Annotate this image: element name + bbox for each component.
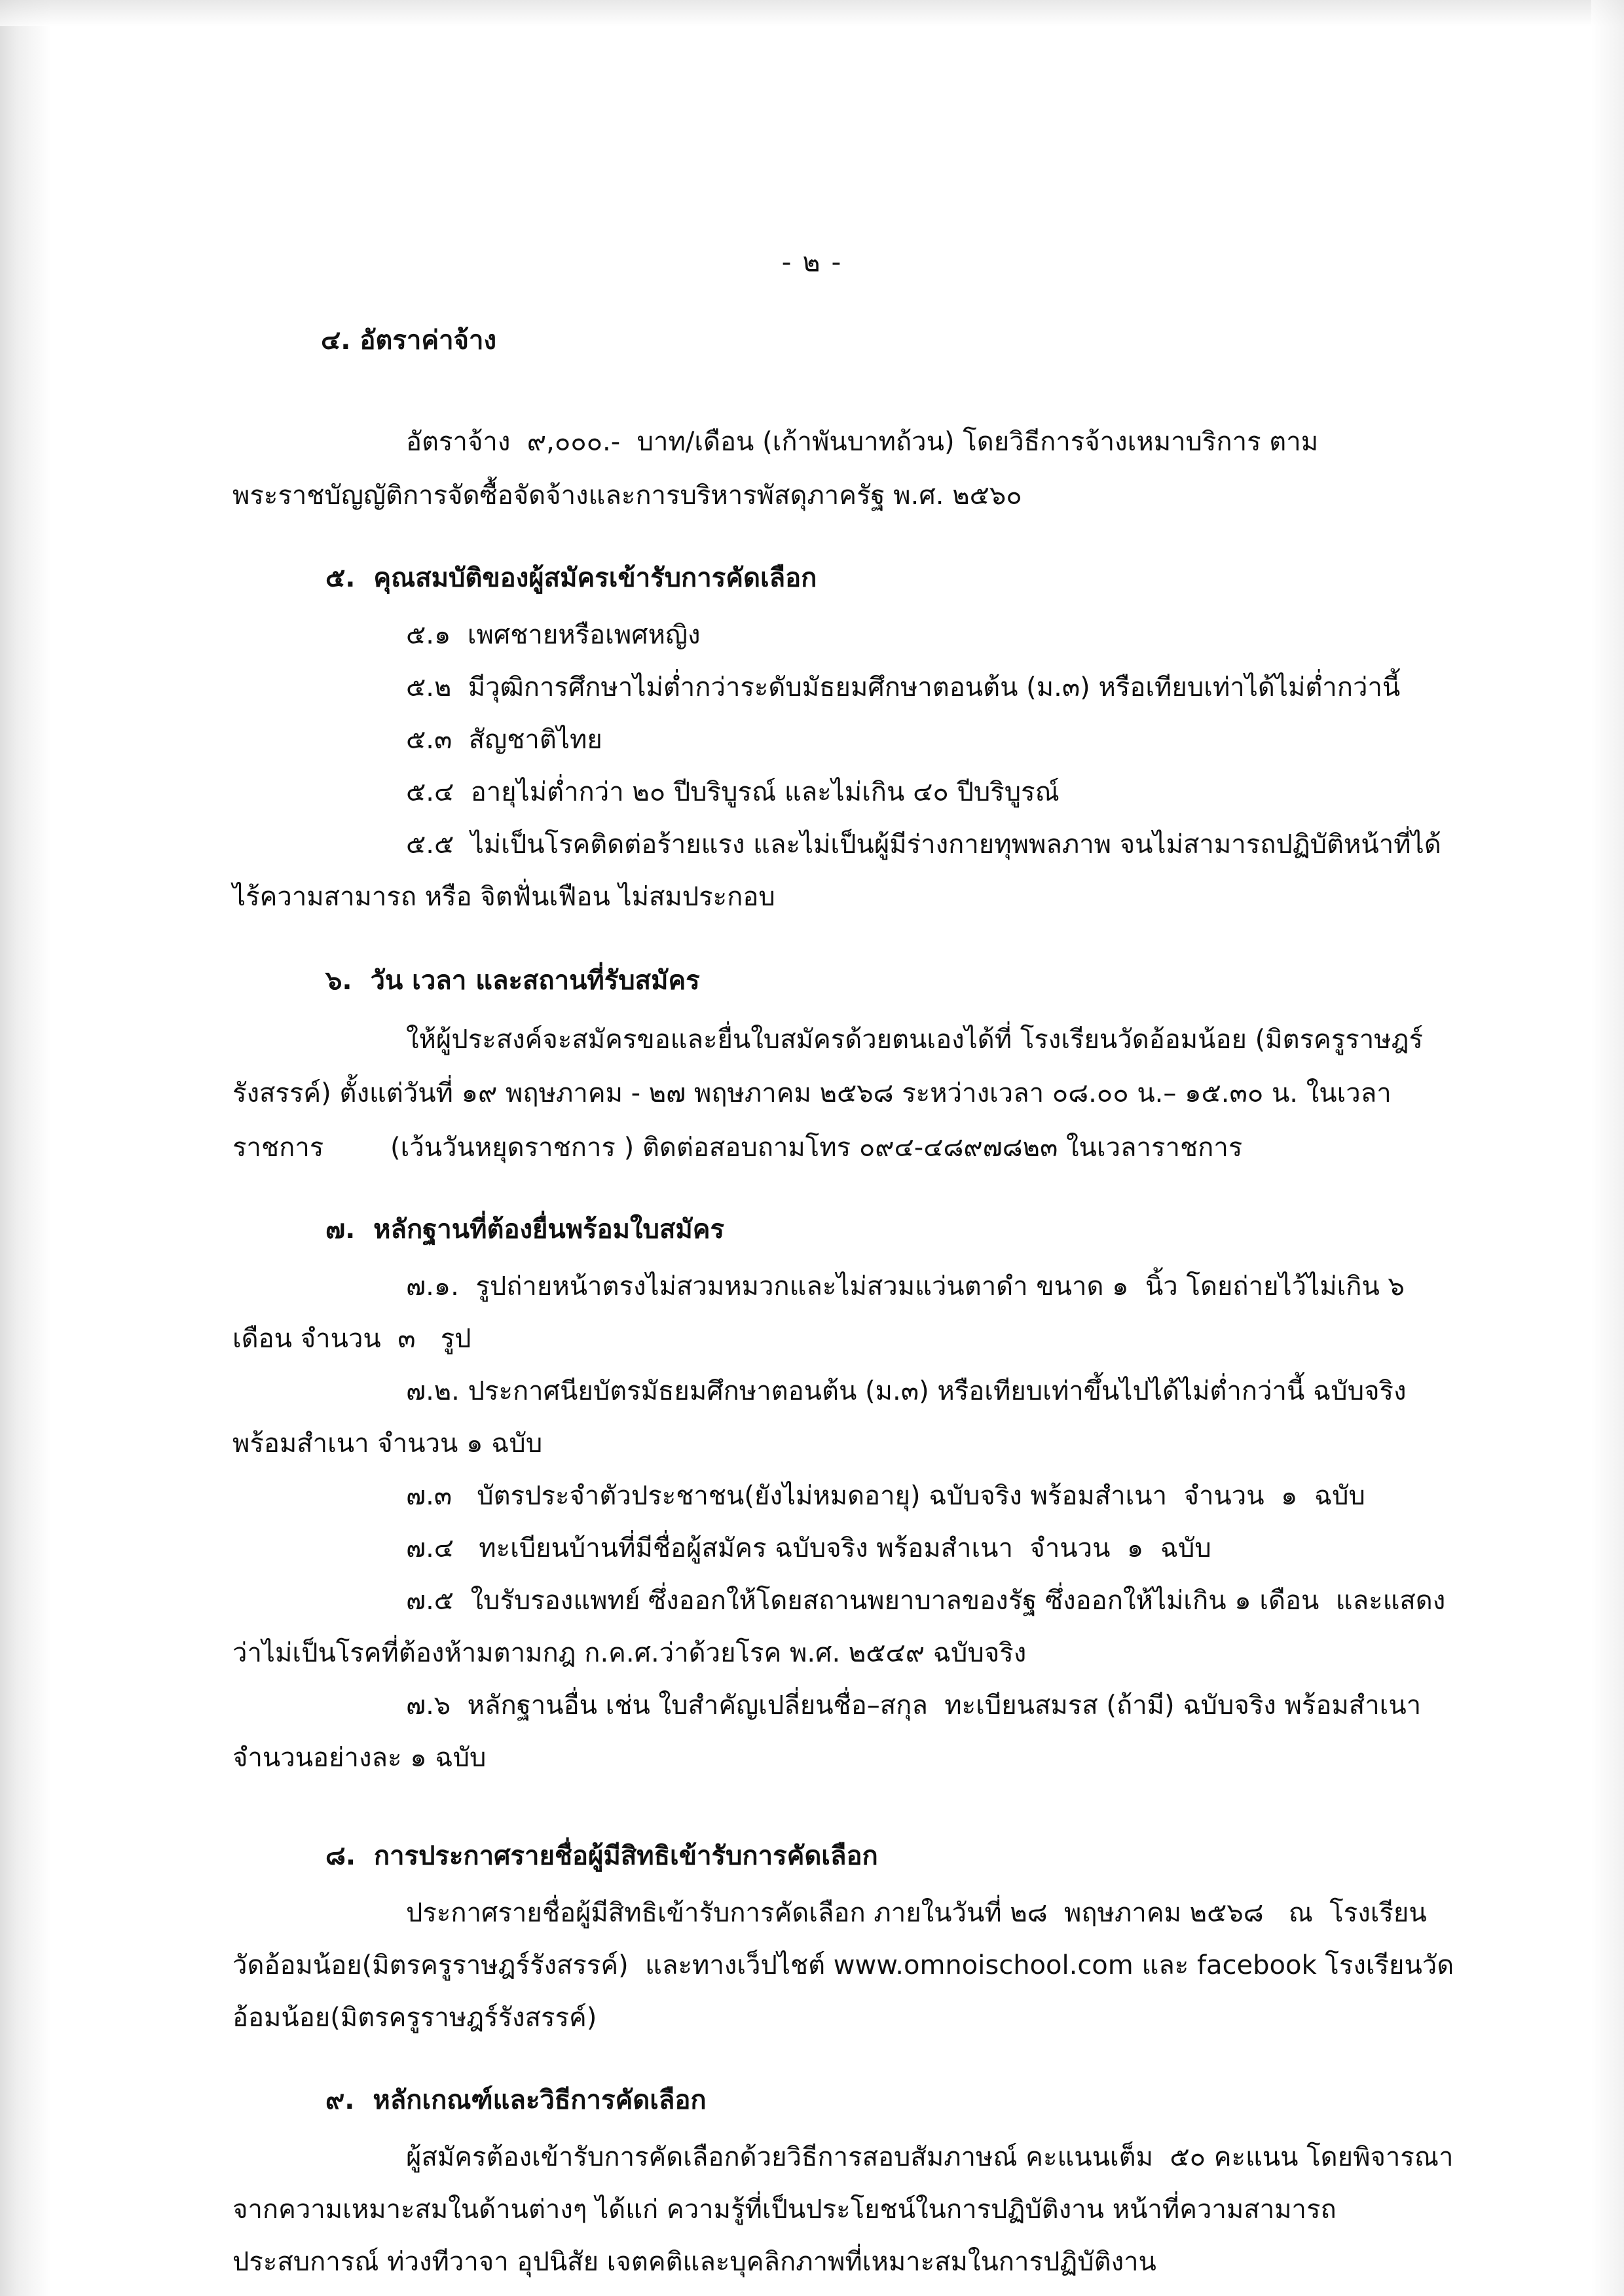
section-5-item-5: ๕.๕ ไม่เป็นโรคติดต่อร้ายแรง และไม่เป็นผู้มีร่างกายทุพพลภาพ จนไม่สามารถปฏิบัติหน้าที่ได้ bbox=[406, 829, 1441, 860]
section-5-item-5-cont: ไร้ความสามารถ หรือ จิตฟั่นเฟือน ไม่สมประกอบ bbox=[232, 882, 775, 912]
section-8-line-3: อ้อมน้อย(มิตรครูราษฎร์รังสรรค์) bbox=[232, 2003, 597, 2033]
page-number: - ๒ - bbox=[781, 246, 843, 278]
section-5-item-4: ๕.๔ อายุไม่ต่ำกว่า ๒๐ ปีบริบูรณ์ และไม่เกิน ๔๐ ปีบริบูรณ์ bbox=[406, 777, 1060, 807]
section-5-item-1: ๕.๑ เพศชายหรือเพศหญิง bbox=[406, 620, 701, 650]
section-8-line-2: วัดอ้อมน้อย(มิตรครูราษฎร์รังสรรค์) และทางเว็ปไชต์ www.omnoischool.com และ facebook โรงเรียนวัด bbox=[232, 1950, 1454, 1980]
section-7-item-5-cont: ว่าไม่เป็นโรคที่ต้องห้ามตามกฎ ก.ค.ศ.ว่าด้วยโรค พ.ศ. ๒๕๔๙ ฉบับจริง bbox=[232, 1638, 1027, 1668]
section-7-item-6-cont: จำนวนอย่างละ ๑ ฉบับ bbox=[232, 1743, 487, 1773]
section-6-heading: ๖. วัน เวลา และสถานที่รับสมัคร bbox=[325, 966, 700, 996]
section-7-item-3: ๗.๓ บัตรประจำตัวประชาชน(ยังไม่หมดอายุ) ฉบับจริง พร้อมสำเนา จำนวน ๑ ฉบับ bbox=[406, 1481, 1365, 1511]
section-7-item-4: ๗.๔ ทะเบียนบ้านที่มีชื่อผู้สมัคร ฉบับจริง พร้อมสำเนา จำนวน ๑ ฉบับ bbox=[406, 1533, 1211, 1563]
section-4-heading: ๔. อัตราค่าจ้าง bbox=[321, 325, 496, 355]
section-9-line-2: จากความเหมาะสมในด้านต่างๆ ได้แก่ ความรู้ที่เป็นประโยชน์ในการปฏิบัติงาน หน้าที่ความสามารถ bbox=[232, 2195, 1337, 2225]
section-6-line-3: ราชการ (เว้นวันหยุดราชการ ) ติดต่อสอบถามโทร ๐๙๔-๔๘๙๗๘๒๓ ในเวลาราชการ bbox=[232, 1133, 1243, 1163]
section-6-line-2: รังสรรค์) ตั้งแต่วันที่ ๑๙ พฤษภาคม - ๒๗ พฤษภาคม ๒๕๖๘ ระหว่างเวลา ๐๘.๐๐ น.– ๑๕.๓๐ น. ในเวลา bbox=[232, 1078, 1392, 1108]
section-7-item-2: ๗.๒. ประกาศนียบัตรมัธยมศึกษาตอนต้น (ม.๓) หรือเทียบเท่าขึ้นไปได้ไม่ต่ำกว่านี้ ฉบับจริง bbox=[406, 1376, 1407, 1406]
section-4-line-1: อัตราจ้าง ๙,๐๐๐.- บาท/เดือน (เก้าพันบาทถ้วน) โดยวิธีการจ้างเหมาบริการ ตาม bbox=[406, 427, 1319, 457]
section-4-line-2: พระราชบัญญัติการจัดซื้อจัดจ้างและการบริหารพัสดุภาครัฐ พ.ศ. ๒๕๖๐ bbox=[232, 481, 1022, 511]
section-7-item-2-cont: พร้อมสำเนา จำนวน ๑ ฉบับ bbox=[232, 1429, 543, 1459]
section-7-item-1: ๗.๑. รูปถ่ายหน้าตรงไม่สวมหมวกและไม่สวมแว่นตาดำ ขนาด ๑ นิ้ว โดยถ่ายไว้ไม่เกิน ๖ bbox=[406, 1271, 1405, 1302]
section-5-item-2: ๕.๒ มีวุฒิการศึกษาไม่ต่ำกว่าระดับมัธยมศึกษาตอนต้น (ม.๓) หรือเทียบเท่าได้ไม่ต่ำกว่านี้ bbox=[406, 672, 1401, 702]
section-9-line-1: ผู้สมัครต้องเข้ารับการคัดเลือกด้วยวิธีการสอบสัมภาษณ์ คะแนนเต็ม ๕๐ คะแนน โดยพิจารณา bbox=[406, 2142, 1454, 2172]
section-5-item-3: ๕.๓ สัญชาติไทย bbox=[406, 725, 602, 755]
section-8-line-1: ประกาศรายชื่อผู้มีสิทธิเข้ารับการคัดเลือก ภายในวันที่ ๒๘ พฤษภาคม ๒๕๖๘ ณ โรงเรียน bbox=[406, 1898, 1427, 1928]
section-7-heading: ๗. หลักฐานที่ต้องยื่นพร้อมใบสมัคร bbox=[325, 1214, 724, 1245]
section-6-line-1: ให้ผู้ประสงค์จะสมัครขอและยื่นใบสมัครด้วยตนเองได้ที่ โรงเรียนวัดอ้อมน้อย (มิตรครูราษฎร์ bbox=[406, 1025, 1423, 1055]
section-7-item-1-cont: เดือน จำนวน ๓ รูป bbox=[232, 1324, 471, 1354]
section-8-heading: ๘. การประกาศรายชื่อผู้มีสิทธิเข้ารับการคัดเลือก bbox=[325, 1841, 878, 1871]
section-7-item-5: ๗.๕ ใบรับรองแพทย์ ซึ่งออกให้โดยสถานพยาบาลของรัฐ ซึ่งออกให้ไม่เกิน ๑ เดือน และแสดง bbox=[406, 1586, 1446, 1616]
section-9-heading: ๙. หลักเกณฑ์และวิธีการคัดเลือก bbox=[325, 2085, 707, 2115]
section-9-line-3: ประสบการณ์ ท่วงทีวาจา อุปนิสัย เจตคติและบุคลิกภาพที่เหมาะสมในการปฏิบัติงาน bbox=[232, 2247, 1156, 2277]
section-5-heading: ๕. คุณสมบัติของผู้สมัครเข้ารับการคัดเลือก bbox=[325, 563, 817, 593]
section-7-item-6: ๗.๖ หลักฐานอื่น เช่น ใบสำคัญเปลี่ยนชื่อ–สกุล ทะเบียนสมรส (ถ้ามี) ฉบับจริง พร้อมสำเนา bbox=[406, 1690, 1422, 1721]
